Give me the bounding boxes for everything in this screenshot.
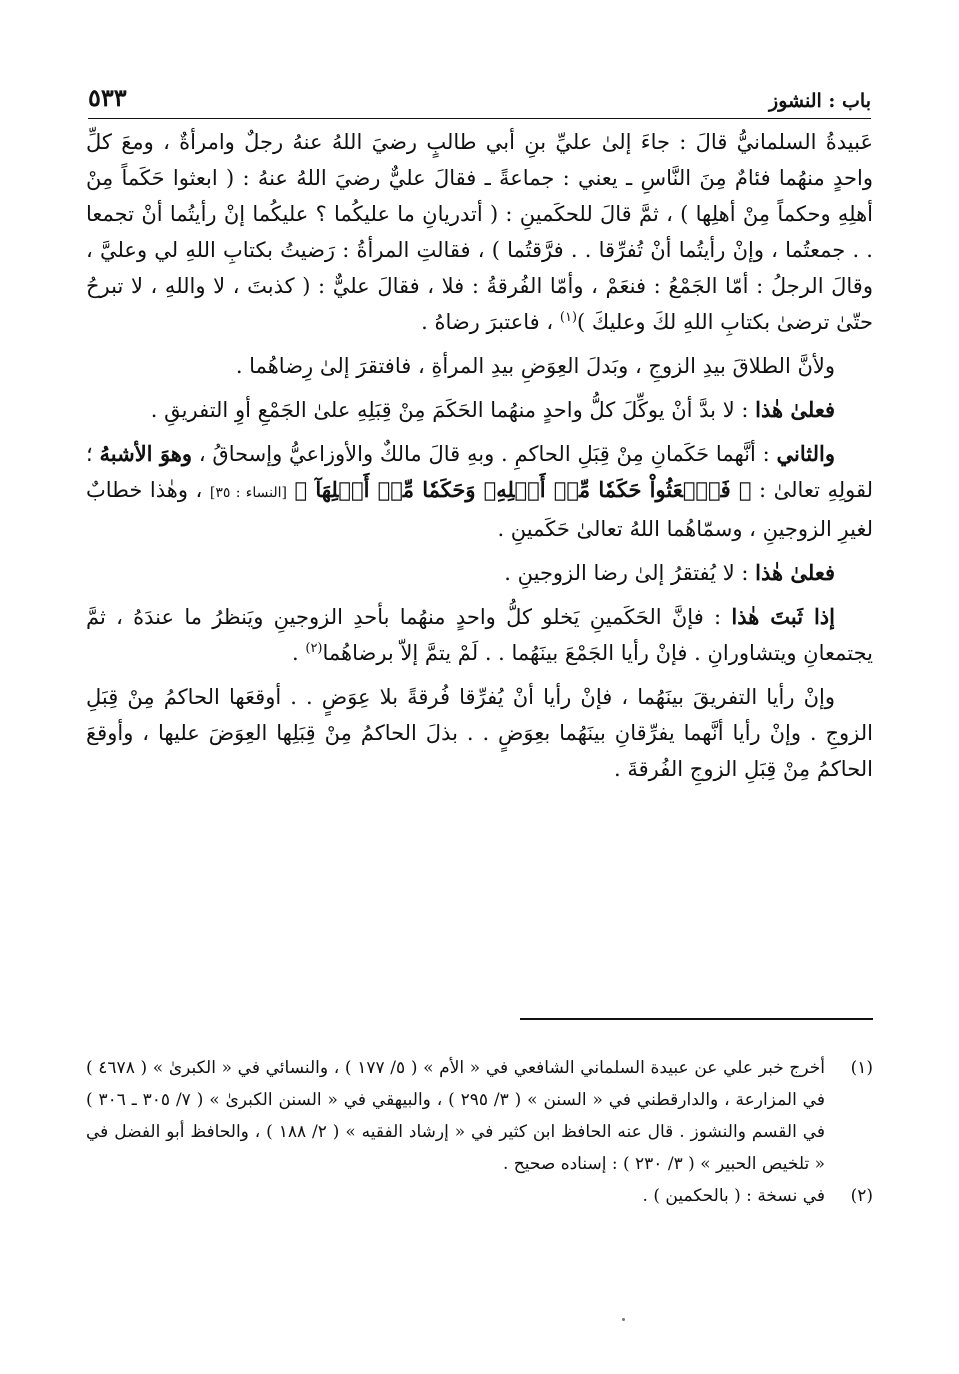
paragraph-4-emphasis: وهوَ الأشبهُ — [99, 441, 193, 466]
paragraph-6-lead: إذا ثَبتَ هٰذا — [731, 604, 835, 629]
paragraph-3-lead: فعلىٰ هٰذا — [755, 397, 835, 422]
footnote-rule — [520, 1018, 873, 1020]
running-head: باب : النشوز — [769, 90, 871, 112]
footnotes — [86, 1052, 873, 1212]
paragraph-4-lead: والثاني — [776, 441, 835, 466]
footnote-text: أخرج خبر علي عن عبيدة السلماني الشافعي في « الأم » ( ٥/ ١٧٧ ) ، والنسائي في « الكبرىٰ » ( ٤٦٧٨ ) في المزارعة ، والدارقطني في « السنن » ( ٣/ ٢٩٥ ) ، والبيهقي في « السنن الكبرىٰ » ( ٧/ ٣٠٥ ـ ٣٠٦ ) في القسم والنشوز . قال عنه الحافظ ابن كثير في « إرشاد الفقيه » ( ٢/ ١٨٨ ) ، والحافظ أبو الفضل في « تلخيص الحبير » ( ٣/ ٢٣٠ ) : إسناده صحيح . — [86, 1058, 825, 1174]
footnote-number: (١) — [850, 1058, 873, 1078]
page-header — [88, 78, 871, 112]
footnote-2 — [86, 1180, 873, 1212]
main-text — [86, 124, 873, 795]
paragraph-4: والثاني : أنَّهما حَكَمانِ مِنْ قِبَلِ الحاكمِ . وبهِ قالَ مالكٌ والأوزاعيُّ وإسحاقُ ، وهوَ الأشبهُ ؛ لقولِهِ تعالىٰ : ﴿ فَٱبۡعَثُواْ حَكَمٗا مِّنۡ أَهۡلِهِۦ وَحَكَمٗا مِّنۡ أَهۡلِهَآ ﴾ [النساء : ٣٥] ، وهٰذا خطابٌ لغيرِ الزوجينِ ، وسمّاهُما اللهُ تعالىٰ حَكَمينِ . — [86, 441, 874, 541]
page-number: ٥٣٣ — [88, 83, 127, 112]
paragraph-1: عَبيدةُ السلمانيُّ قالَ : جاءَ إلىٰ عليِّ بنِ أبي طالبٍ رضيَ اللهُ عنهُ رجلٌ وامرأةٌ ، ومعَ كلِّ واحدٍ منهُما فئامٌ مِنَ النَّاسِ ـ يعني : جماعةً ـ فقالَ عليٌّ رضيَ اللهُ عنهُ : ( ابعثوا حَكَماً مِنْ أهلِهِ وحكماً مِنْ أهلِها ) ، ثمَّ قالَ للحكَمينِ : ( أتدريانِ ما عليكُما ؟ عليكُما إنْ رأيتُما أنْ تجمعا . . جمعتُما ، وإنْ رأيتُما أنْ تُفرِّقا . . فرَّقتُما ) ، فقالتِ المرأةُ : رَضيتُ بكتابِ اللهِ لي وعليَّ ، وقالَ الرجلُ : أمّا الجَمْعُ : فنعَمْ ، وأمّا الفُرقةُ : فلا ، فقالَ عليٌّ : ( كذبتَ ، لا واللهِ ، لا تبرحُ حتّىٰ ترضىٰ بكتابِ اللهِ لكَ وعليكَ )$^{(١)}$ ، فاعتبرَ رضاهُ . — [86, 130, 873, 334]
paragraph-3: فعلىٰ هٰذا : لا بدَّ أنْ يوكِّلَ كلُّ واحدٍ منهُما الحَكَمَ مِنْ قِبَلِهِ علىٰ الجَمْعِ أوِ التفريقِ . — [150, 397, 835, 422]
quran-verse: ﴿ فَٱبۡعَثُواْ حَكَمٗا مِّنۡ أَهۡلِهِۦ وَحَكَمٗا مِّنۡ أَهۡلِهَآ ﴾ — [294, 477, 752, 502]
paragraph-5: فعلىٰ هٰذا : لا يُفتقرُ إلىٰ رضا الزوجينِ . — [504, 560, 835, 585]
header-rule — [88, 118, 871, 119]
footnote-ref-2[interactable]: (٢) — [305, 641, 323, 656]
paragraph-6: إذا ثَبتَ هٰذا : فإنَّ الحَكَمينِ يَخلو كلُّ واحدٍ منهُما بأحدِ الزوجينِ ويَنظرُ ما عندَهُ ، ثمَّ يجتمعانِ ويتشاورانِ . فإنْ رأيا الجَمْعَ بينَهُما . . لَمْ يتمَّ إلاّ برضاهُما$^{(٢)}$ . — [86, 604, 873, 665]
paragraph-5-lead: فعلىٰ هٰذا — [755, 560, 835, 585]
paragraph-2: ولأنَّ الطلاقَ بيدِ الزوجِ ، وبَدلَ العِوَضِ بيدِ المرأةِ ، فافتقرَ إلىٰ رِضاهُما . — [235, 354, 835, 378]
footnote-ref-1[interactable]: (١) — [559, 310, 578, 325]
quran-citation: [النساء : ٣٥] — [209, 485, 287, 501]
footnote-text: في نسخة : ( بالحكمين ) . — [642, 1186, 825, 1206]
paragraph-7: وإنْ رأيا التفريقَ بينَهُما ، فإنْ رأيا أنْ يُفرِّقا فُرقةً بلا عِوَضٍ . . أوقعَها الحاكمُ مِنْ قِبَلِ الزوجِ . وإنْ رأيا أنَّهما يفرِّقانِ بينَهُما بعِوَضٍ . . بذلَ الحاكمُ مِنْ قِبَلِها العِوَضَ عليها ، وأوقعَ الحاكمُ مِنْ قِبَلِ الزوجِ الفُرقةَ . — [86, 685, 873, 781]
footnote-1 — [86, 1052, 873, 1180]
page-speck — [622, 1318, 625, 1321]
footnote-number: (٢) — [850, 1186, 873, 1206]
